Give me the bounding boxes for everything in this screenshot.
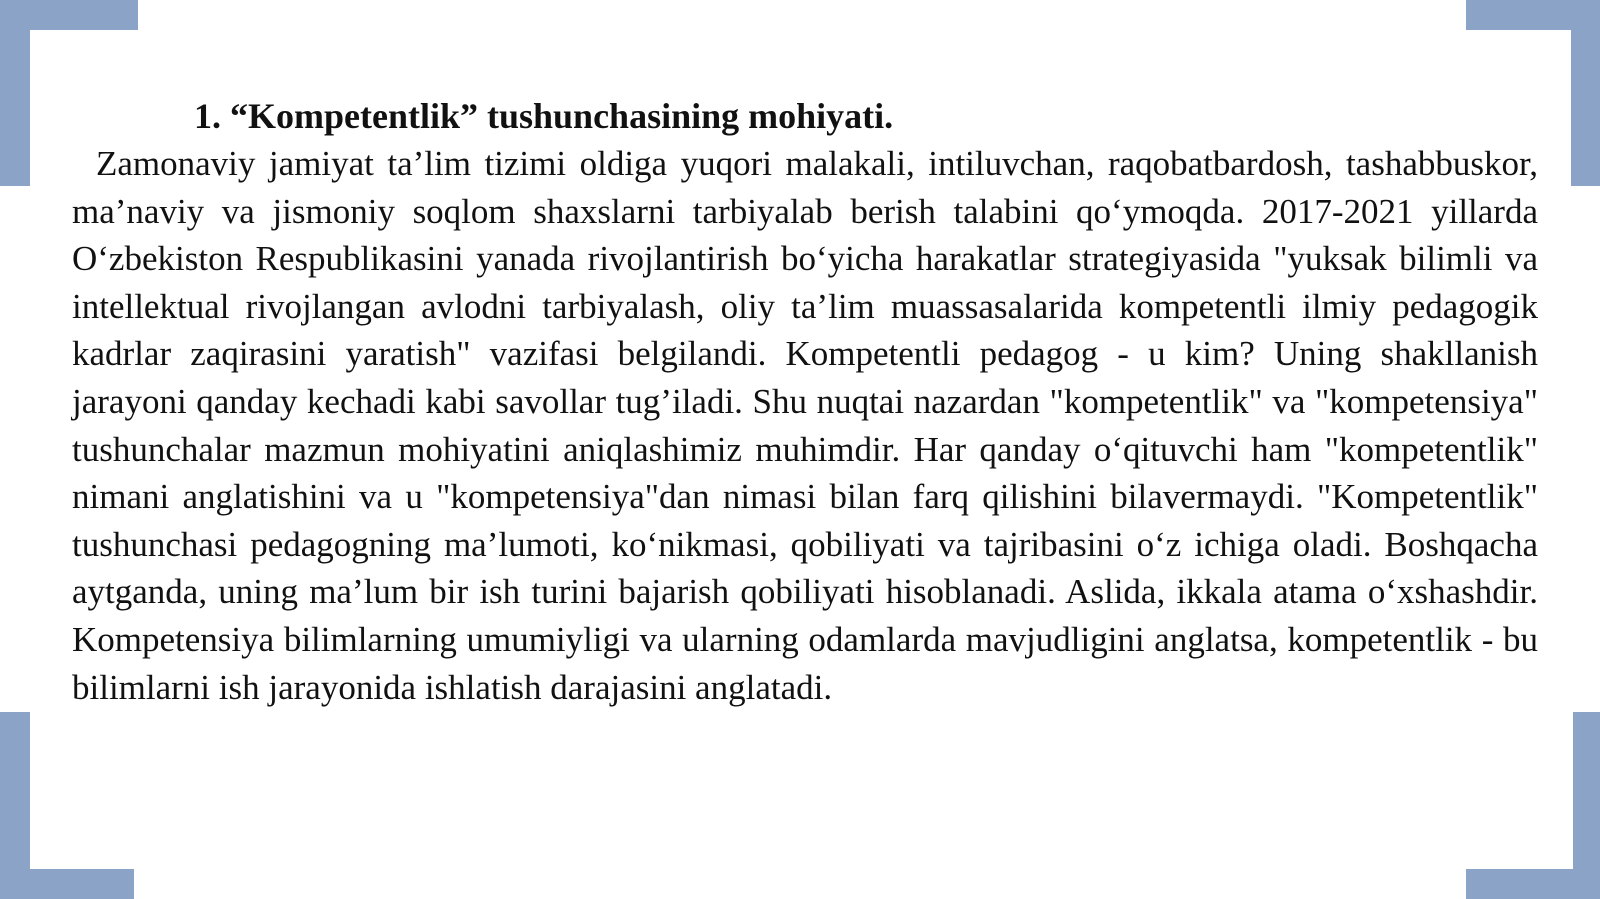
corner-bracket-bottom-right [1466,869,1600,899]
corner-bracket-bottom-left [0,869,134,899]
body-paragraph: Zamonaviy jamiyat ta’lim tizimi oldiga yuqori malakali, intiluvchan, raqobatbardosh, tashabbuskor, ma’naviy va jismoniy soqlom shaxslarni tarbiyalab berish talabini qo‘ymoqda. 2017-2021 yillarda O‘zbekiston Respublikasini yanada rivojlantirish bo‘yicha harakatlar strategiyasida "yuksak bilimli va intellektual rivojlangan avlodni tarbiyalash, oliy ta’lim muassasalarida kompetentli ilmiy pedagogik kadrlar zaqirasini yaratish" vazifasi belgilandi. Kompetentli pedagog - u kim? Uning shakllanish jarayoni qanday kechadi kabi savollar tug’iladi. Shu nuqtai nazardan "kompetentlik" va "kompetensiya" tushunchalar mazmun mohiyatini aniqlashimiz muhimdir. Har qanday o‘qituvchi ham "kompetentlik" nimani anglatishini va u "kompetensiya"dan nimasi bilan farq qilishini bilavermaydi. "Kompetentlik" tushunchasi pedagogning ma’lumoti, ko‘nikmasi, qobiliyati va tajribasini o‘z ichiga oladi. Boshqacha aytganda, uning ma’lum bir ish turini bajarish qobiliyati hisoblanadi. Aslida, ikkala atama o‘xshashdir. Kompetensiya bilimlarning umumiyligi va ularning odamlarda mavjudligini anglatsa, kompetentlik - bu bilimlarni ish jarayonida ishlatish darajasini anglatadi. [72,144,1538,707]
slide-content [72,92,1538,711]
corner-bracket-top-right-vertical [1571,0,1600,186]
corner-bracket-top-left-vertical [0,0,30,186]
slide-heading: 1. “Kompetentlik” tushunchasining mohiyati. [194,96,894,136]
